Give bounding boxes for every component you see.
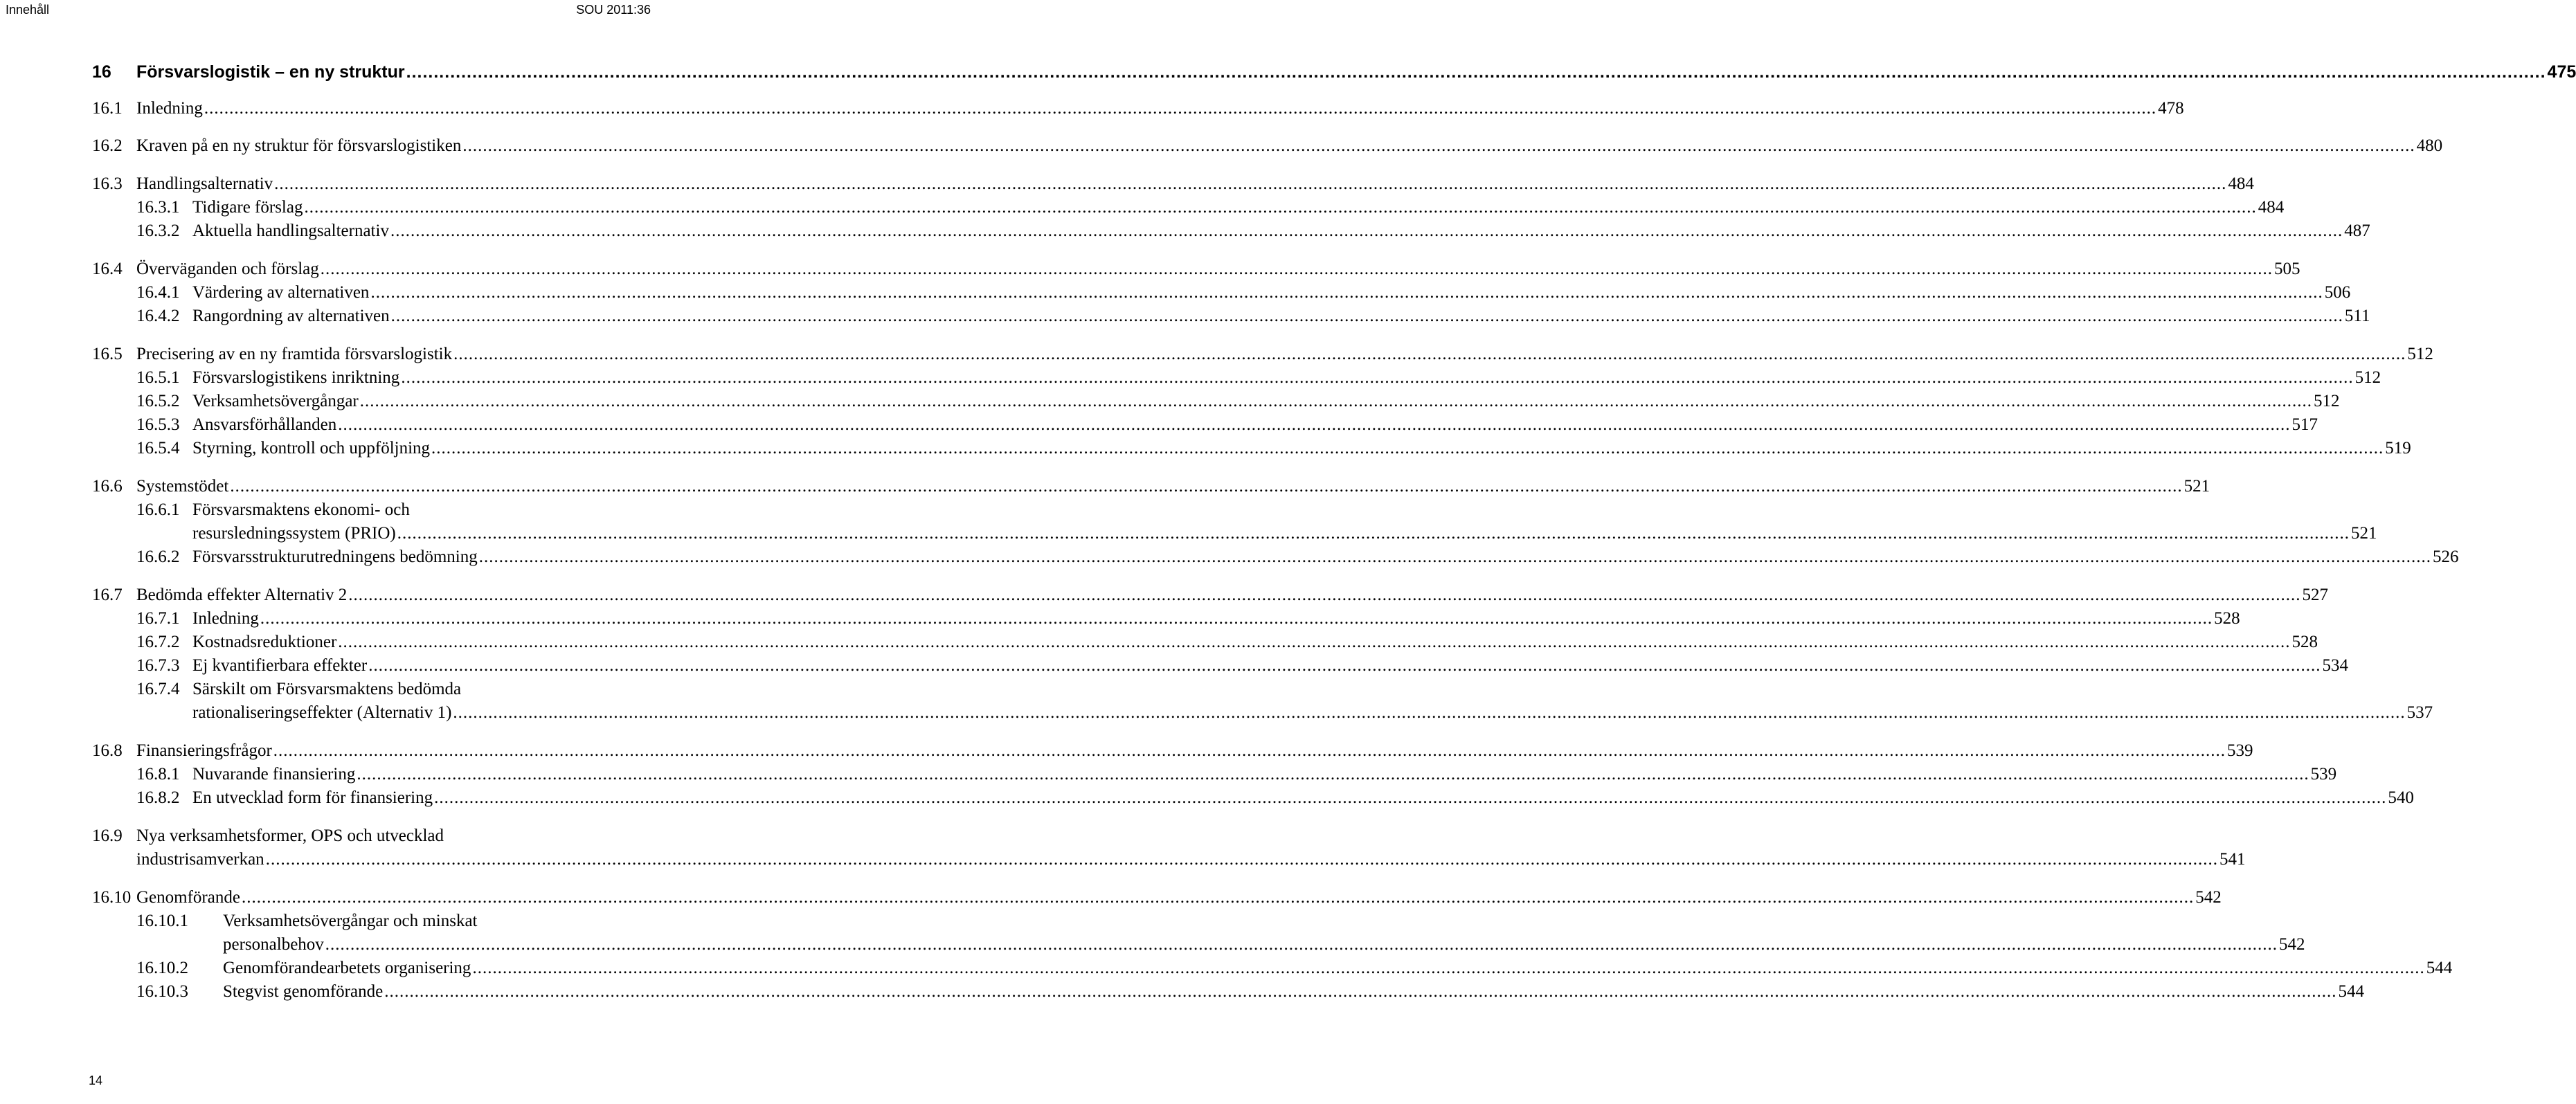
- toc-page: 475: [2547, 62, 2576, 82]
- dot-leader: [321, 257, 2273, 281]
- toc-subentry[interactable]: [92, 219, 2370, 243]
- dot-leader: [325, 933, 2278, 957]
- toc-title: Kostnadsreduktioner: [192, 633, 337, 651]
- toc-title: Inledning: [136, 99, 203, 118]
- toc-page: 528: [2291, 633, 2318, 651]
- toc-page: 527: [2302, 586, 2329, 604]
- toc-title: personalbehov: [223, 935, 324, 954]
- toc-subentry[interactable]: [92, 196, 2285, 219]
- toc-title: Försvarslogistik – en ny struktur: [136, 62, 405, 82]
- dot-leader: [453, 701, 2405, 725]
- dot-leader: [242, 886, 2194, 910]
- toc-title: Ansvarsförhållanden: [192, 415, 337, 434]
- dot-leader: [431, 437, 2384, 460]
- dot-leader: [304, 196, 2256, 219]
- toc-title: Styrning, kontroll och uppföljning: [192, 439, 431, 458]
- dot-leader: [273, 739, 2226, 763]
- toc-page: 521: [2183, 477, 2210, 496]
- toc-page: 487: [2344, 221, 2370, 240]
- toc-subentry[interactable]: [92, 366, 2381, 390]
- toc-entry-first-line[interactable]: [92, 824, 651, 848]
- toc-page: 517: [2291, 415, 2318, 434]
- toc-page: 484: [2258, 198, 2285, 217]
- toc-subentry[interactable]: [92, 763, 2337, 786]
- toc-page: 506: [2324, 283, 2351, 302]
- dot-leader: [401, 366, 2353, 390]
- toc-title: En utvecklad form för finansiering: [192, 788, 433, 807]
- toc-page: 478: [2158, 99, 2184, 118]
- toc-number: 16.6: [92, 477, 123, 496]
- toc-page: 480: [2416, 136, 2443, 155]
- toc-subentry[interactable]: [92, 305, 2370, 328]
- dot-leader: [397, 522, 2350, 545]
- toc-entry[interactable]: [92, 886, 2222, 910]
- toc-subentry[interactable]: [92, 933, 2305, 957]
- toc-page: 512: [2407, 345, 2433, 363]
- toc-subentry[interactable]: [92, 413, 2318, 437]
- toc-entry[interactable]: [92, 343, 2433, 366]
- toc-page: 505: [2274, 260, 2300, 278]
- toc-number: 16.10.1: [136, 912, 188, 930]
- toc-number: 16.7: [92, 586, 123, 604]
- toc-number: 16.4.2: [136, 307, 180, 325]
- toc-subentry[interactable]: [92, 654, 2348, 678]
- toc-subentry[interactable]: [92, 522, 2377, 545]
- toc-title: Handlingsalternativ: [136, 174, 273, 193]
- dot-leader: [368, 654, 2321, 678]
- toc-title: Inledning: [192, 609, 259, 628]
- toc-title: Verksamhetsövergångar: [192, 392, 359, 410]
- toc-subentry-first-line[interactable]: [92, 678, 651, 701]
- dot-leader: [338, 413, 2290, 437]
- toc-page: 542: [2279, 935, 2305, 954]
- dot-leader: [348, 583, 2300, 607]
- dot-leader: [230, 475, 2182, 498]
- toc-chapter-16[interactable]: [92, 58, 2576, 86]
- toc-number: 16.10.3: [136, 982, 188, 1001]
- toc-entry[interactable]: [92, 583, 2329, 607]
- toc-title: Genomförande: [136, 888, 240, 907]
- toc-number: 16.4.1: [136, 283, 180, 302]
- running-header-section: Innehåll: [6, 3, 50, 17]
- toc-entry[interactable]: [92, 257, 2300, 281]
- dot-leader: [204, 97, 2156, 120]
- toc-number: 16.5.2: [136, 392, 180, 410]
- dot-leader: [479, 545, 2431, 569]
- toc-title: Försvarsstrukturutredningens bedömning: [192, 548, 478, 566]
- dot-leader: [360, 390, 2312, 413]
- dot-leader: [453, 343, 2406, 366]
- toc-number: 16: [92, 62, 111, 82]
- toc-title: Ej kvantifierbara effekter: [192, 656, 368, 675]
- toc-subentry[interactable]: [92, 437, 2411, 460]
- toc-page: 540: [2388, 788, 2414, 807]
- toc-subentry[interactable]: [92, 281, 2351, 305]
- toc-number: 16.3: [92, 174, 123, 193]
- toc-subentry[interactable]: [92, 786, 2414, 810]
- dot-leader: [260, 607, 2213, 631]
- toc-title: Försvarslogistikens inriktning: [192, 368, 400, 387]
- toc-number: 16.3.2: [136, 221, 180, 240]
- toc-page: 544: [2338, 982, 2364, 1001]
- toc-page: 511: [2344, 307, 2370, 325]
- toc-page: 537: [2406, 703, 2433, 722]
- toc-title-line1: Särskilt om Försvarsmaktens bedömda: [192, 680, 462, 698]
- toc-number: 16.8.1: [136, 765, 180, 784]
- toc-title: Bedömda effekter Alternativ 2: [136, 586, 348, 604]
- toc-page: 528: [2214, 609, 2240, 628]
- toc-subentry[interactable]: [92, 390, 2340, 413]
- toc-number: 16.9: [92, 826, 123, 845]
- dot-leader: [390, 219, 2343, 243]
- toc-number: 16.2: [92, 136, 123, 155]
- toc-number: 16.10: [92, 888, 132, 907]
- toc-title: industrisamverkan: [136, 850, 264, 869]
- toc-number: 16.3.1: [136, 198, 180, 217]
- dot-leader: [472, 957, 2424, 980]
- toc-number: 16.5.1: [136, 368, 180, 387]
- dot-leader: [338, 631, 2290, 654]
- toc-subentry[interactable]: [92, 980, 2364, 1004]
- dot-leader: [370, 281, 2323, 305]
- toc-title: Rangordning av alternativen: [192, 307, 390, 325]
- toc-page: 544: [2426, 959, 2453, 977]
- toc-number: 16.5.3: [136, 415, 180, 434]
- toc-title: Systemstödet: [136, 477, 229, 496]
- toc-title: rationaliseringseffekter (Alternativ 1): [192, 703, 452, 722]
- toc-title: Värdering av alternativen: [192, 283, 370, 302]
- toc-subentry-first-line[interactable]: [92, 498, 651, 522]
- toc-page: 512: [2354, 368, 2381, 387]
- toc-entry[interactable]: [92, 739, 2253, 763]
- toc-title-line1: Försvarsmaktens ekonomi- och: [192, 500, 410, 519]
- toc-page: 541: [2219, 850, 2246, 869]
- toc-title: Stegvist genomförande: [223, 982, 384, 1001]
- dot-leader: [391, 305, 2343, 328]
- toc-number: 16.7.2: [136, 633, 180, 651]
- page-number: 14: [89, 1074, 103, 1087]
- toc-title-line1: Verksamhetsövergångar och minskat: [223, 912, 478, 930]
- toc-entry[interactable]: [92, 134, 2443, 158]
- toc-number: 16.7.1: [136, 609, 180, 628]
- toc-number: 16.5.4: [136, 439, 180, 458]
- table-of-contents: [92, 58, 2576, 1004]
- running-header-report-id: SOU 2011:36: [576, 3, 651, 17]
- dot-leader: [266, 848, 2218, 871]
- toc-number: 16.5: [92, 345, 123, 363]
- toc-page: 512: [2313, 392, 2340, 410]
- toc-number: 16.8: [92, 741, 123, 760]
- toc-title: Nuvarande finansiering: [192, 765, 356, 784]
- toc-page: 526: [2433, 548, 2459, 566]
- toc-page: 519: [2385, 439, 2411, 458]
- toc-title-line1: Nya verksamhetsformer, OPS och utvecklad: [136, 826, 444, 845]
- dot-leader: [384, 980, 2336, 1004]
- toc-subentry[interactable]: [92, 607, 2240, 631]
- toc-title: Överväganden och förslag: [136, 260, 319, 278]
- toc-page: 521: [2350, 524, 2377, 543]
- toc-page: 534: [2322, 656, 2348, 675]
- toc-title: Tidigare förslag: [192, 198, 303, 217]
- dot-leader: [406, 58, 2546, 86]
- toc-page: 539: [2310, 765, 2337, 784]
- dot-leader: [462, 134, 2415, 158]
- toc-title: Aktuella handlingsalternativ: [192, 221, 389, 240]
- toc-subentry[interactable]: [92, 631, 2318, 654]
- dot-leader: [357, 763, 2309, 786]
- toc-subentry[interactable]: [92, 957, 2453, 980]
- dot-leader: [274, 172, 2226, 196]
- toc-subentry[interactable]: [92, 545, 2459, 569]
- toc-page: 539: [2227, 741, 2253, 760]
- toc-number: 16.1: [92, 99, 123, 118]
- toc-number: 16.8.2: [136, 788, 180, 807]
- toc-page: 484: [2228, 174, 2254, 193]
- toc-subentry[interactable]: [92, 701, 2433, 725]
- toc-page: 542: [2195, 888, 2222, 907]
- toc-subentry-first-line[interactable]: [92, 910, 651, 933]
- toc-title: Finansieringsfrågor: [136, 741, 272, 760]
- toc-entry[interactable]: [92, 475, 2210, 498]
- toc-entry[interactable]: [92, 172, 2254, 196]
- dot-leader: [434, 786, 2386, 810]
- toc-title: Precisering av en ny framtida försvarslogistik: [136, 345, 453, 363]
- toc-number: 16.10.2: [136, 959, 188, 977]
- toc-title: Genomförandearbetets organisering: [223, 959, 471, 977]
- toc-entry[interactable]: [92, 97, 2184, 120]
- toc-number: 16.7.3: [136, 656, 180, 675]
- toc-number: 16.6.1: [136, 500, 180, 519]
- toc-title: resursledningssystem (PRIO): [192, 524, 396, 543]
- toc-number: 16.6.2: [136, 548, 180, 566]
- toc-entry[interactable]: [92, 848, 2246, 871]
- toc-title: Kraven på en ny struktur för försvarslogistiken: [136, 136, 462, 155]
- toc-number: 16.4: [92, 260, 123, 278]
- toc-number: 16.7.4: [136, 680, 180, 698]
